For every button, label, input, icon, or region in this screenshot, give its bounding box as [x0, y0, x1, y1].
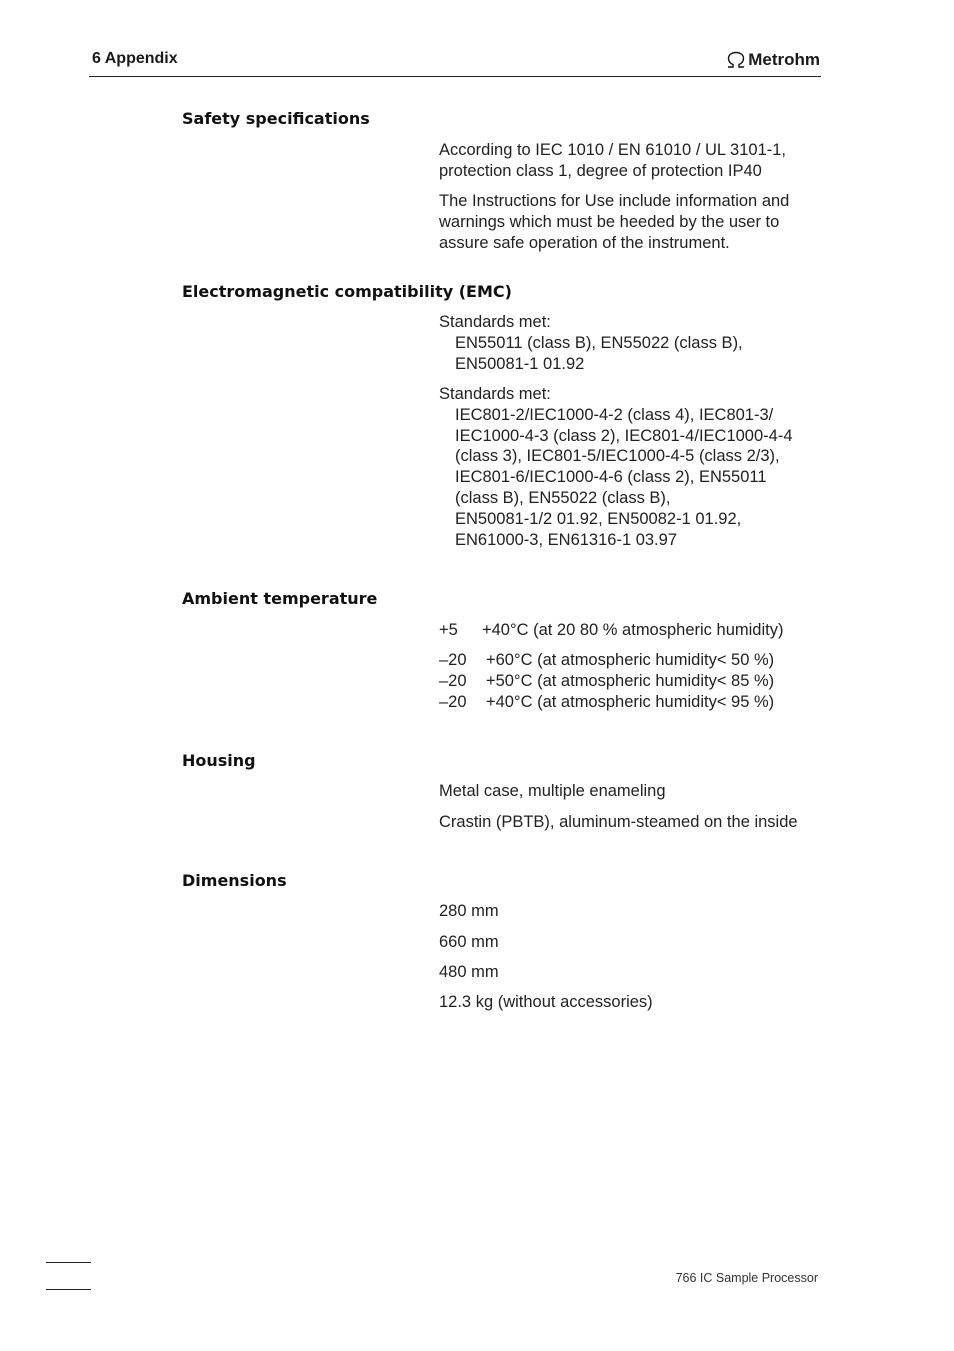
text-line: (class 3), IEC801-5/IEC1000-4-5 (class 2/3),: [455, 447, 780, 466]
text-line: Standards met:: [439, 313, 551, 331]
footer-rule: [46, 1289, 91, 1290]
temp-min: –20: [439, 671, 467, 690]
safety-para-2: [439, 191, 789, 253]
text-line: According to IEC 1010 / EN 61010 / UL 3101-1,: [439, 141, 787, 159]
text-line: protection class 1, degree of protection IP40: [439, 161, 762, 180]
temp-min: –20: [439, 651, 467, 669]
temp-range: +40°C (at atmospheric humidity< 95 %): [486, 692, 775, 711]
text-line: [439, 650, 774, 671]
footer-rule: [46, 1262, 91, 1263]
housing-line-1: Metal case, multiple enameling: [439, 782, 666, 800]
ambient-storage: [439, 650, 774, 712]
text-line: [439, 671, 774, 692]
text-line: EN55011 (class B), EN55022 (class B),: [455, 333, 743, 352]
text-line: EN50081-1/2 01.92, EN50082-1 01.92,: [455, 509, 742, 528]
dimension-value: 660 mm: [439, 933, 499, 951]
header-rule: [89, 76, 821, 77]
text-line: EN50081-1 01.92: [455, 354, 585, 373]
temp-range: +40°C (at 20 80 % atmospheric humidity): [482, 621, 784, 639]
omega-icon: [726, 51, 746, 69]
text-line: IEC1000-4-3 (class 2), IEC801-4/IEC1000-4-4: [455, 426, 793, 445]
emc-block-2: [439, 384, 793, 550]
text-line: IEC801-6/IEC1000-4-6 (class 2), EN55011: [455, 468, 767, 487]
text-line: (class B), EN55022 (class B),: [455, 488, 671, 507]
chapter-header: 6 Appendix: [92, 50, 178, 67]
text-line: The Instructions for Use include information and: [439, 192, 790, 210]
heading-dimensions: Dimensions: [182, 871, 287, 890]
text-line: [439, 692, 774, 713]
temp-range: +60°C (at atmospheric humidity< 50 %): [486, 651, 775, 669]
housing-line-2: Crastin (PBTB), aluminum-steamed on the inside: [439, 813, 798, 831]
brand-name: Metrohm: [748, 50, 820, 69]
text-line: assure safe operation of the instrument.: [439, 233, 730, 252]
text-line: [439, 620, 783, 641]
emc-block-1: [439, 312, 743, 374]
text-line: Standards met:: [439, 385, 551, 403]
ambient-operation: [439, 620, 783, 641]
dimension-value: 480 mm: [439, 963, 499, 981]
text-line: EN61000-3, EN61316-1 03.97: [455, 530, 677, 549]
temp-min: –20: [439, 692, 467, 711]
text-line: IEC801-2/IEC1000-4-2 (class 4), IEC801-3/: [455, 405, 774, 424]
heading-safety: Safety specifications: [182, 109, 370, 128]
text-line: warnings which must be heeded by the user to: [439, 212, 780, 231]
footer-product: 766 IC Sample Processor: [675, 1271, 818, 1285]
dimension-value: 280 mm: [439, 902, 499, 920]
heading-emc: Electromagnetic compatibility (EMC): [182, 282, 512, 301]
brand-logo: [726, 50, 820, 70]
heading-ambient: Ambient temperature: [182, 589, 378, 608]
temp-range: +50°C (at atmospheric humidity< 85 %): [486, 671, 775, 690]
weight-value: 12.3 kg (without accessories): [439, 993, 653, 1011]
temp-min: +5: [439, 621, 458, 639]
safety-para-1: [439, 140, 786, 182]
heading-housing: Housing: [182, 751, 256, 770]
